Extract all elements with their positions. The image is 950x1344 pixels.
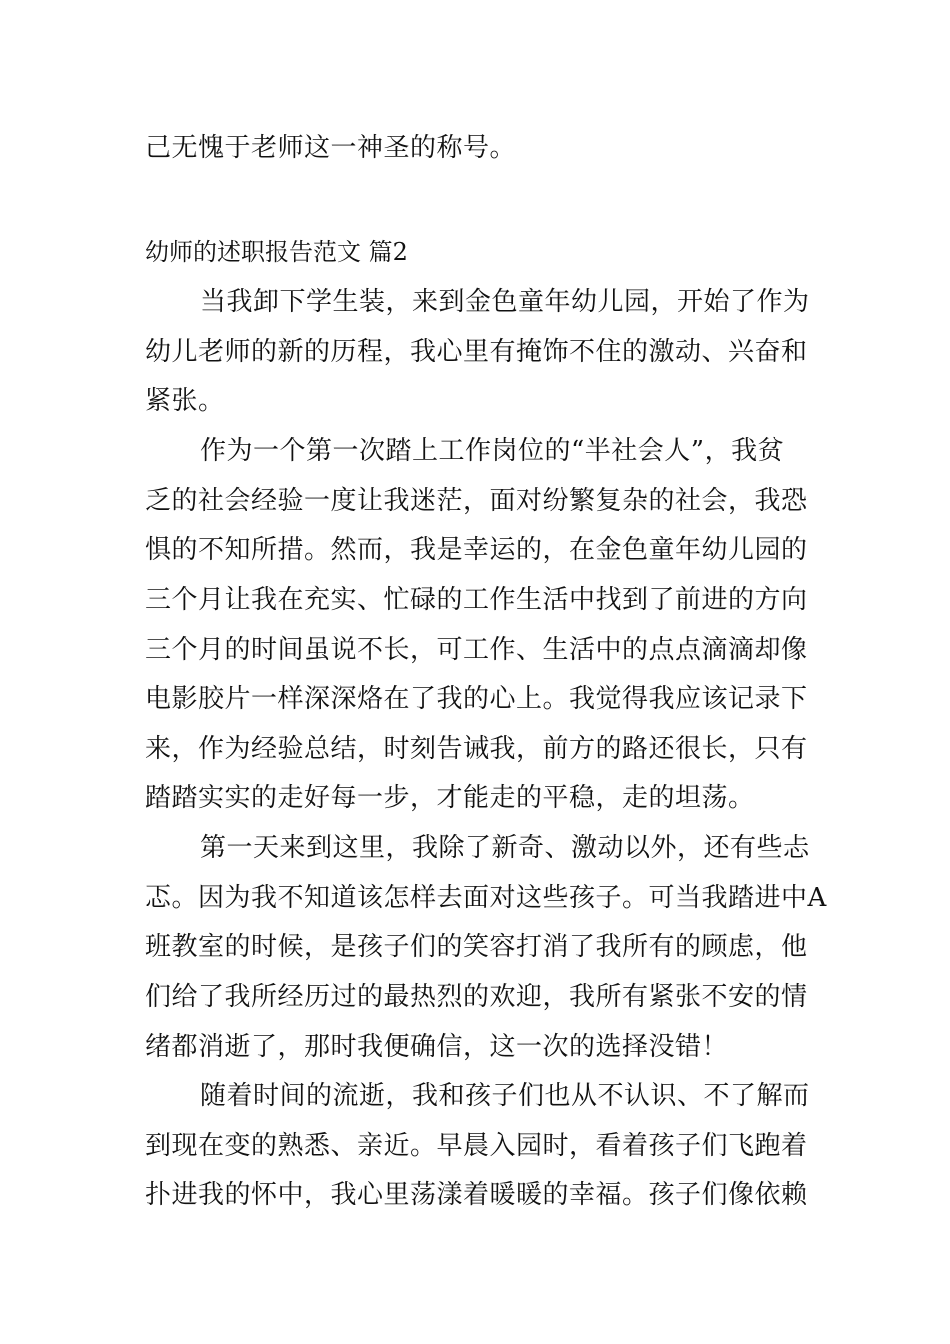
paragraph-line: 们给了我所经历过的最热烈的欢迎，我所有紧张不安的情 bbox=[145, 982, 808, 1012]
paragraph-line: 紧张。 bbox=[145, 386, 225, 416]
section-title: 幼师的述职报告范文 篇2 bbox=[145, 238, 408, 266]
paragraph-line: 幼儿老师的新的历程，我心里有掩饰不住的激动、兴奋和 bbox=[145, 337, 808, 367]
paragraph-line: 班教室的时候，是孩子们的笑容打消了我所有的顾虑，他 bbox=[145, 932, 808, 962]
paragraph-line: 忑。因为我不知道该怎样去面对这些孩子。可当我踏进中A bbox=[145, 883, 827, 913]
paragraph-line: 第一天来到这里，我除了新奇、激动以外，还有些忐 bbox=[200, 833, 810, 863]
paragraph-line: 当我卸下学生装，来到金色童年幼儿园，开始了作为 bbox=[200, 287, 810, 317]
paragraph-line: 作为一个第一次踏上工作岗位的“半社会人”，我贫 bbox=[200, 436, 785, 466]
paragraph-line: 随着时间的流逝，我和孩子们也从不认识、不了解而 bbox=[200, 1081, 810, 1111]
paragraph-line: 乏的社会经验一度让我迷茫，面对纷繁复杂的社会，我恐 bbox=[145, 486, 808, 516]
paragraph-line: 三个月让我在充实、忙碌的工作生活中找到了前进的方向 bbox=[145, 585, 808, 615]
paragraph-line: 电影胶片一样深深烙在了我的心上。我觉得我应该记录下 bbox=[145, 684, 808, 714]
paragraph-line: 惧的不知所措。然而，我是幸运的，在金色童年幼儿园的 bbox=[145, 535, 808, 565]
paragraph-line: 扑进我的怀中，我心里荡漾着暖暖的幸福。孩子们像依赖 bbox=[145, 1180, 808, 1210]
paragraph-line: 绪都消逝了，那时我便确信，这一次的选择没错！ bbox=[145, 1032, 729, 1062]
intro-line: 己无愧于老师这一神圣的称号。 bbox=[145, 133, 517, 163]
paragraph-line: 到现在变的熟悉、亲近。早晨入园时，看着孩子们飞跑着 bbox=[145, 1131, 808, 1161]
paragraph-line: 来，作为经验总结，时刻告诫我，前方的路还很长，只有 bbox=[145, 734, 808, 764]
paragraph-line: 踏踏实实的走好每一步，才能走的平稳，走的坦荡。 bbox=[145, 783, 755, 813]
paragraph-line: 三个月的时间虽说不长，可工作、生活中的点点滴滴却像 bbox=[145, 635, 808, 665]
